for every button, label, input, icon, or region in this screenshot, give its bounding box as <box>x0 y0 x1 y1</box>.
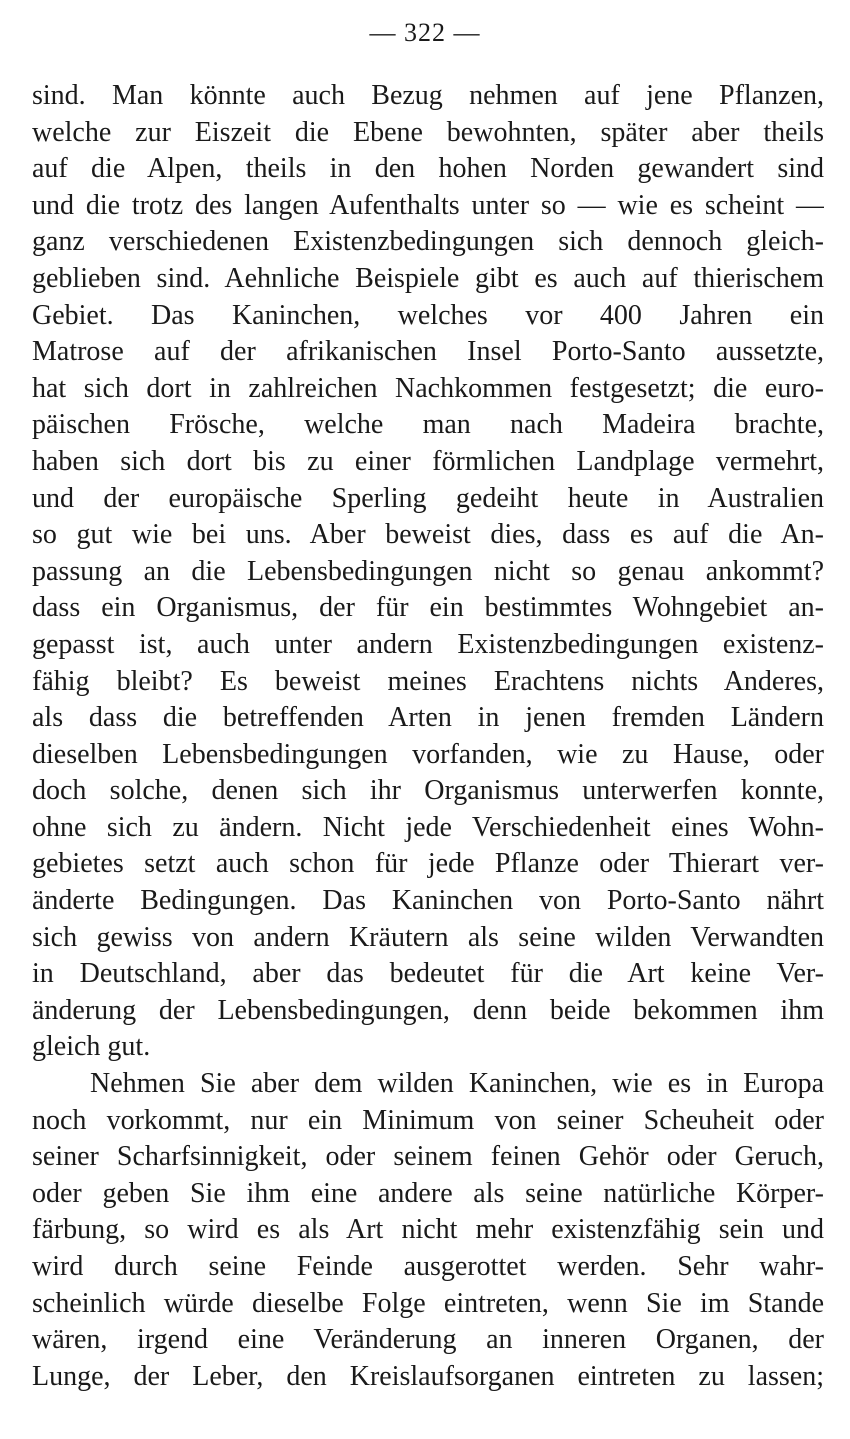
text-line: auf die Alpen, theils in den hohen Norden gewandert sind <box>32 153 824 185</box>
text-line: oder geben Sie ihm eine andere als seine natürliche Körper- <box>32 1177 824 1209</box>
text-line: ohne sich zu ändern. Nicht jede Verschiedenheit eines Wohn- <box>32 811 824 843</box>
text-line: gleich gut. <box>32 1031 151 1063</box>
text-line: passung an die Lebensbedingungen nicht so genau ankommt? <box>32 555 824 587</box>
text-line: päischen Frösche, welche man nach Madeira brachte, <box>32 409 824 441</box>
text-line: geblieben sind. Aehnliche Beispiele gibt es auch auf thierischem <box>32 262 824 294</box>
text-line: Gebiet. Das Kaninchen, welches vor 400 Jahren ein <box>32 299 824 331</box>
text-line: änderung der Lebensbedingungen, denn beide bekommen ihm <box>32 994 824 1026</box>
text-line: ganz verschiedenen Existenzbedingungen sich dennoch gleich- <box>32 226 824 258</box>
text-line: gebietes setzt auch schon für jede Pflanze oder Thierart ver- <box>32 848 824 880</box>
text-line: in Deutschland, aber das bedeutet für die Art keine Ver- <box>32 958 824 990</box>
text-line: fähig bleibt? Es beweist meines Erachtens nichts Anderes, <box>32 665 824 697</box>
text-line: scheinlich würde dieselbe Folge eintreten, wenn Sie im Stande <box>32 1287 824 1319</box>
text-line: gepasst ist, auch unter andern Existenzbedingungen existenz- <box>32 628 824 660</box>
paragraph-2 <box>32 1066 824 1395</box>
text-line: sind. Man könnte auch Bezug nehmen auf jene Pflanzen, <box>32 80 824 111</box>
text-line: sich gewiss von andern Kräutern als seine wilden Verwandten <box>32 921 824 953</box>
text-line: färbung, so wird es als Art nicht mehr existenzfähig sein und <box>32 1214 824 1246</box>
text-line: als dass die betreffenden Arten in jenen fremden Ländern <box>32 702 824 734</box>
text-line: und der europäische Sperling gedeiht heute in Australien <box>32 482 824 514</box>
text-line: wären, irgend eine Veränderung an inneren Organen, der <box>32 1324 824 1356</box>
text-line: haben sich dort bis zu einer förmlichen Landplage vermehrt, <box>32 445 824 477</box>
text-line: noch vorkommt, nur ein Minimum von seiner Scheuheit oder <box>32 1104 824 1136</box>
text-line: hat sich dort in zahlreichen Nachkommen festgesetzt; die euro- <box>32 372 824 404</box>
text-line: Nehmen Sie aber dem wilden Kaninchen, wie es in Europa <box>90 1068 824 1099</box>
text-line: Matrose auf der afrikanischen Insel Porto-Santo aussetzte, <box>32 336 824 368</box>
text-line: seiner Scharfsinnigkeit, oder seinem feinen Gehör oder Geruch, <box>32 1141 824 1173</box>
text-line: dieselben Lebensbedingungen vorfanden, wie zu Hause, oder <box>32 738 824 770</box>
text-line: und die trotz des langen Aufenthalts unter so — wie es scheint — <box>32 189 824 221</box>
text-line: welche zur Eiszeit die Ebene bewohnten, später aber theils <box>32 116 824 148</box>
text-line: änderte Bedingungen. Das Kaninchen von Porto-Santo nährt <box>32 885 824 917</box>
text-line: Lunge, der Leber, den Kreislaufsorganen eintreten zu lassen; <box>32 1360 824 1392</box>
page-number: — 322 — <box>369 18 481 47</box>
text-line: dass ein Organismus, der für ein bestimmtes Wohngebiet an- <box>32 592 824 624</box>
text-line: doch solche, denen sich ihr Organismus unterwerfen konnte, <box>32 775 824 807</box>
text-line: so gut wie bei uns. Aber beweist dies, dass es auf die An- <box>32 519 824 551</box>
paragraph-1 <box>32 78 824 1066</box>
text-line: wird durch seine Feinde ausgerottet werden. Sehr wahr- <box>32 1250 824 1282</box>
